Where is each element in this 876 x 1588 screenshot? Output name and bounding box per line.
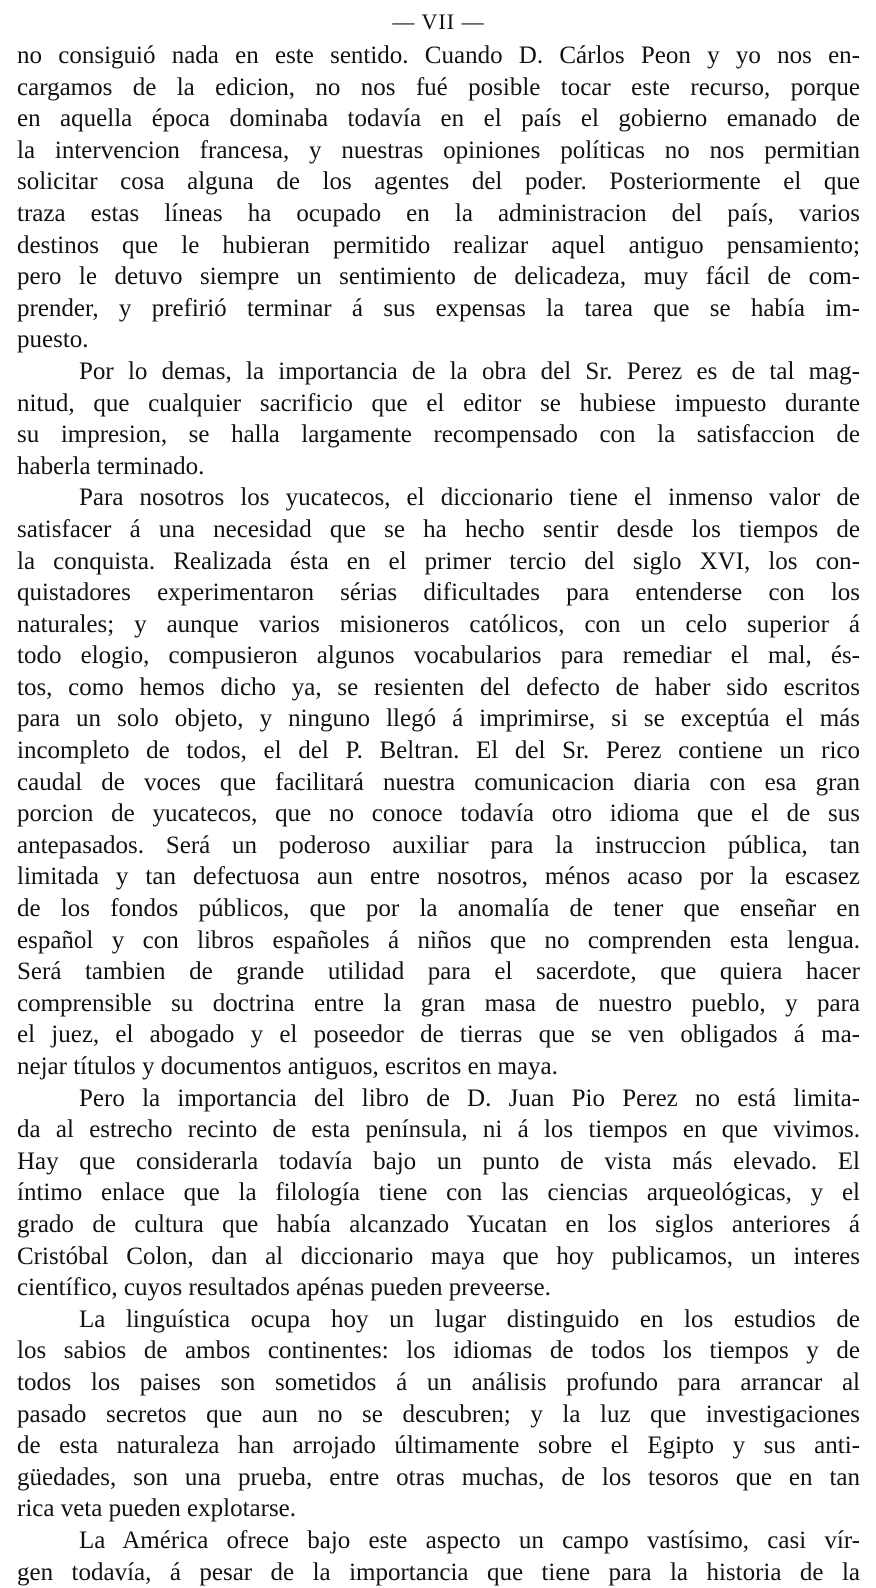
text-line: cargamos de la edicion, no nos fué posible tocar este recurso, porque <box>17 72 860 104</box>
text-line: para un solo objeto, y ninguno llegó á imprimirse, si se exceptúa el más <box>17 703 860 735</box>
text-line: porcion de yucatecos, que no conoce todavía otro idioma que el de sus <box>17 798 860 830</box>
text-line: no consiguió nada en este sentido. Cuando D. Cárlos Peon y yo nos en- <box>17 40 860 72</box>
text-line: satisfacer á una necesidad que se ha hecho sentir desde los tiempos de <box>17 514 860 546</box>
text-line: tos, como hemos dicho ya, se resienten del defecto de haber sido escritos <box>17 672 860 704</box>
text-line: Para nosotros los yucatecos, el diccionario tiene el inmenso valor de <box>17 482 860 514</box>
text-line: naturales; y aunque varios misioneros católicos, con un celo superior á <box>17 609 860 641</box>
text-line: da al estrecho recinto de esta península, ni á los tiempos en que vivimos. <box>17 1114 860 1146</box>
paragraph <box>17 1083 860 1304</box>
body-text <box>17 40 860 1588</box>
paragraph <box>17 356 860 482</box>
text-line: Por lo demas, la importancia de la obra del Sr. Perez es de tal mag- <box>17 356 860 388</box>
text-line: solicitar cosa alguna de los agentes del poder. Posteriormente el que <box>17 166 860 198</box>
text-line: el juez, el abogado y el poseedor de tierras que se ven obligados á ma- <box>17 1019 860 1051</box>
text-line: Será tambien de grande utilidad para el sacerdote, que quiera hacer <box>17 956 860 988</box>
text-line: científico, cuyos resultados apénas pueden preveerse. <box>17 1272 860 1304</box>
text-line: haberla terminado. <box>17 451 860 483</box>
text-line: Hay que considerarla todavía bajo un punto de vista más elevado. El <box>17 1146 860 1178</box>
text-line: destinos que le hubieran permitido realizar aquel antiguo pensamiento; <box>17 230 860 262</box>
text-line: su impresion, se halla largamente recompensado con la satisfaccion de <box>17 419 860 451</box>
text-line: comprensible su doctrina entre la gran masa de nuestro pueblo, y para <box>17 988 860 1020</box>
text-line: caudal de voces que facilitará nuestra comunicacion diaria con esa gran <box>17 767 860 799</box>
page-header: — VII — <box>17 4 860 40</box>
text-line: la conquista. Realizada ésta en el primer tercio del siglo XVI, los con- <box>17 546 860 578</box>
text-line: nitud, que cualquier sacrificio que el editor se hubiese impuesto durante <box>17 388 860 420</box>
paragraph <box>17 1525 860 1588</box>
text-line: la intervencion francesa, y nuestras opiniones políticas no nos permitian <box>17 135 860 167</box>
text-line: quistadores experimentaron sérias dificultades para entenderse con los <box>17 577 860 609</box>
text-line: grado de cultura que había alcanzado Yucatan en los siglos anteriores á <box>17 1209 860 1241</box>
text-line: todos los paises son sometidos á un análisis profundo para arrancar al <box>17 1367 860 1399</box>
paragraph <box>17 40 860 356</box>
text-line: antepasados. Será un poderoso auxiliar para la instruccion pública, tan <box>17 830 860 862</box>
text-line: traza estas líneas ha ocupado en la administracion del país, varios <box>17 198 860 230</box>
text-line: incompleto de todos, el del P. Beltran. El del Sr. Perez contiene un rico <box>17 735 860 767</box>
text-line: de esta naturaleza han arrojado últimamente sobre el Egipto y sus anti- <box>17 1430 860 1462</box>
text-line: rica veta pueden explotarse. <box>17 1493 860 1525</box>
text-line: español y con libros españoles á niños que no comprenden esta lengua. <box>17 925 860 957</box>
text-line: los sabios de ambos continentes: los idiomas de todos los tiempos y de <box>17 1335 860 1367</box>
text-line: todo elogio, compusieron algunos vocabularios para remediar el mal, és- <box>17 640 860 672</box>
paragraph <box>17 1304 860 1525</box>
text-line: en aquella época dominaba todavía en el país el gobierno emanado de <box>17 103 860 135</box>
text-line: La América ofrece bajo este aspecto un campo vastísimo, casi vír- <box>17 1525 860 1557</box>
text-line: puesto. <box>17 324 860 356</box>
text-line: de los fondos públicos, que por la anomalía de tener que enseñar en <box>17 893 860 925</box>
text-line: Pero la importancia del libro de D. Juan Pio Perez no está limita- <box>17 1083 860 1115</box>
text-line: pasado secretos que aun no se descubren; y la luz que investigaciones <box>17 1399 860 1431</box>
text-line: íntimo enlace que la filología tiene con las ciencias arqueológicas, y el <box>17 1177 860 1209</box>
text-line: pero le detuvo siempre un sentimiento de delicadeza, muy fácil de com- <box>17 261 860 293</box>
text-line: La linguística ocupa hoy un lugar distinguido en los estudios de <box>17 1304 860 1336</box>
text-line: gen todavía, á pesar de la importancia que tiene para la historia de la <box>17 1557 860 1588</box>
text-line: nejar títulos y documentos antiguos, escritos en maya. <box>17 1051 860 1083</box>
paragraph <box>17 482 860 1082</box>
text-line: Cristóbal Colon, dan al diccionario maya que hoy publicamos, un interes <box>17 1241 860 1273</box>
text-line: limitada y tan defectuosa aun entre nosotros, ménos acaso por la escasez <box>17 861 860 893</box>
text-line: güedades, son una prueba, entre otras muchas, de los tesoros que en tan <box>17 1462 860 1494</box>
text-line: prender, y prefirió terminar á sus expensas la tarea que se había im- <box>17 293 860 325</box>
